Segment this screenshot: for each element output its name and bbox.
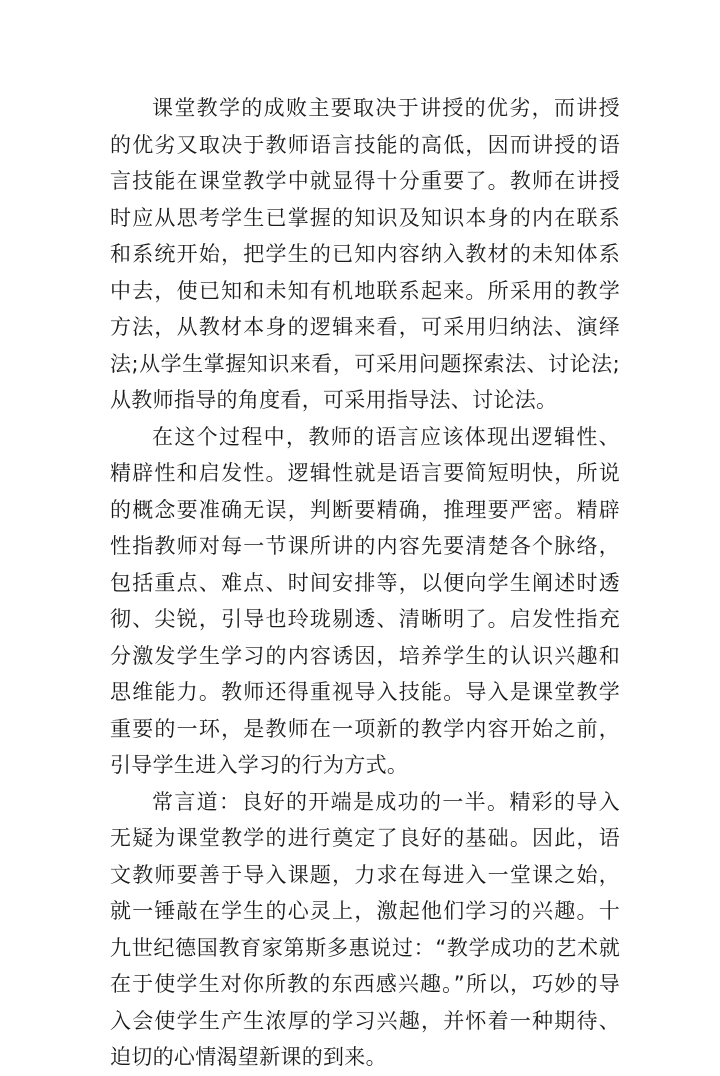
- body-text: [110, 90, 620, 1076]
- paragraph-language-qualities: 在这个过程中，教师的语言应该体现出逻辑性、精辟性和启发性。逻辑性就是语言要简短明快，所说的概念要准确无误，判断要精确，推理要严密。精辟性指教师对每一节课所讲的内容先要清楚各个脉络，包括重点、难点、时间安排等，以便向学生阐述时透彻、尖锐，引导也玲珑剔透、清晰明了。启发性指充分激发学生学习的内容诱因，培养学生的认识兴趣和思维能力。教师还得重视导入技能。导入是课堂教学重要的一环，是教师在一项新的教学内容开始之前，引导学生进入学习的行为方式。: [110, 424, 620, 777]
- paragraph-lecture-skills: 课堂教学的成败主要取决于讲授的优劣，而讲授的优劣又取决于教师语言技能的高低，因而讲授的语言技能在课堂教学中就显得十分重要了。教师在讲授时应从思考学生已掌握的知识及知识本身的内在联系和系统开始，把学生的已知内容纳入教材的未知体系中去，使已知和未知有机地联系起来。所采用的教学方法，从教材本身的逻辑来看，可采用归纳法、演绎法;从学生掌握知识来看，可采用问题探索法、讨论法;从教师指导的角度看，可采用指导法、讨论法。: [110, 96, 620, 412]
- paragraph-lesson-introduction: 常言道：良好的开端是成功的一半。精彩的导入无疑为课堂教学的进行奠定了良好的基础。因此，语文教师要善于导入课题，力求在每进入一堂课之始，就一锤敲在学生的心灵上，激起他们学习的兴趣。十九世纪德国教育家第斯多惠说过：“教学成功的艺术就在于使学生对你所教的东西感兴趣。”所以，巧妙的导入会使学生产生浓厚的学习兴趣，并怀着一种期待、迫切的心情渴望新课的到来。: [110, 789, 620, 1069]
